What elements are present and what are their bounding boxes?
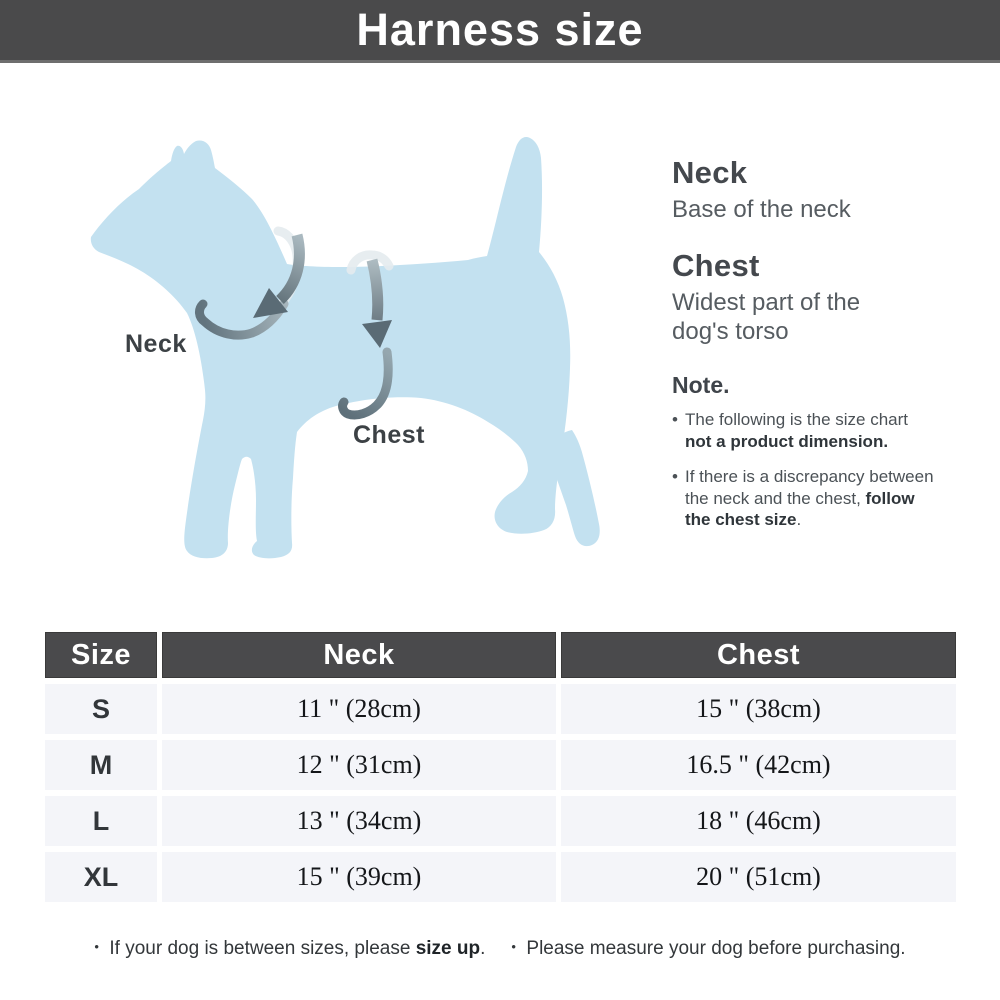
column-header-chest: Chest: [561, 632, 956, 678]
footer-text-bold: size up: [415, 938, 481, 959]
chest-description: Widest part of the dog's torso: [672, 289, 861, 345]
row-s-chest: 15 " (38cm): [561, 684, 956, 734]
note-list: [672, 409, 940, 531]
row-l-neck: 13 " (34cm): [162, 796, 556, 846]
note-section: [672, 372, 940, 531]
chest-arrow-icon: [372, 260, 378, 320]
note-item: [672, 466, 935, 531]
column-header-size: Size: [45, 632, 157, 678]
note-text-bold: follow the chest size: [685, 488, 915, 529]
row-l-size: L: [45, 796, 157, 846]
chest-diagram-label: Chest: [353, 421, 425, 449]
size-table: [45, 632, 956, 902]
neck-description: Base of the neck: [672, 196, 851, 223]
note-text: If there is a discrepancy between the neck and the chest,: [685, 467, 934, 508]
page-title: Harness size: [356, 4, 644, 55]
neck-diagram-label: Neck: [125, 330, 187, 358]
note-text: The following is the size chart: [685, 410, 908, 429]
title-bar: [0, 0, 1000, 63]
footer-text: .: [480, 938, 486, 959]
row-l-chest: 18 " (46cm): [561, 796, 956, 846]
row-xl-chest: 20 " (51cm): [561, 852, 956, 902]
row-s-neck: 11 " (28cm): [162, 684, 556, 734]
footer-note-sizing: [94, 938, 485, 960]
footer-text: If your dog is between sizes, please: [109, 938, 416, 959]
footer-text: Please measure your dog before purchasing.: [526, 938, 906, 959]
neck-heading: Neck: [672, 155, 748, 190]
note-heading: Note.: [672, 372, 730, 398]
measurement-info-panel: [672, 155, 940, 545]
column-header-neck: Neck: [162, 632, 556, 678]
row-m-neck: 12 " (31cm): [162, 740, 556, 790]
chest-heading: Chest: [672, 248, 760, 283]
row-m-size: M: [45, 740, 157, 790]
note-item: [672, 409, 935, 452]
row-xl-neck: 15 " (39cm): [162, 852, 556, 902]
row-xl-size: XL: [45, 852, 157, 902]
footer-note-measure: [511, 938, 905, 960]
note-text-bold: not a product dimension.: [685, 431, 889, 451]
note-text: .: [796, 510, 802, 529]
row-m-chest: 16.5 " (42cm): [561, 740, 956, 790]
row-s-size: S: [45, 684, 157, 734]
footer-notes: [0, 938, 1000, 960]
